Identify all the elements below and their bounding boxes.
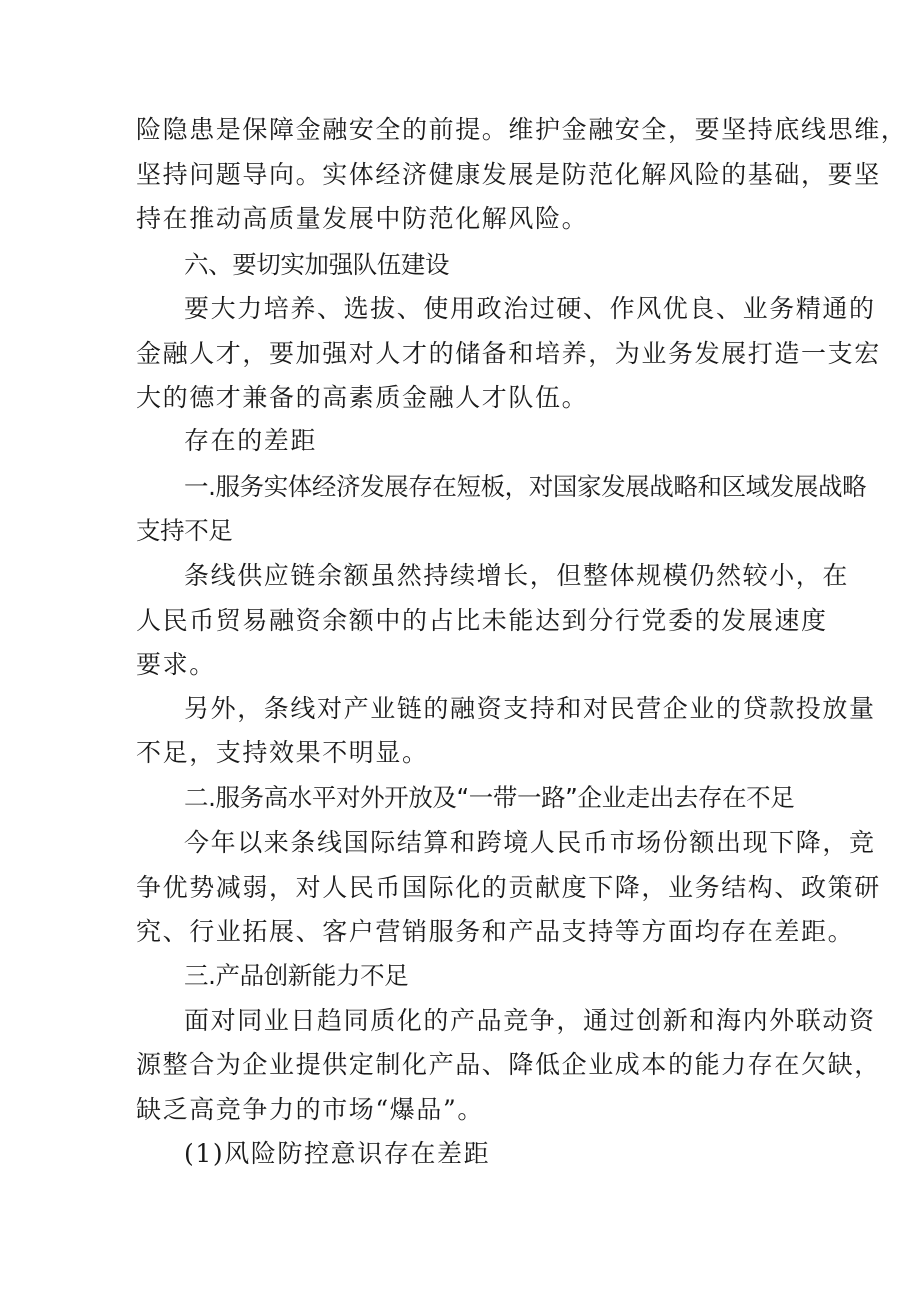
- paragraph-line: 究、行业拓展、客户营销服务和产品支持等方面均存在差距。: [136, 917, 855, 946]
- paragraph-line: 要求。: [136, 650, 216, 679]
- subtitle-gap: 存在的差距: [184, 426, 318, 455]
- paragraph-line: 险隐患是保障金融安全的前提。维护金融安全，要坚持底线思维，: [136, 115, 908, 144]
- paragraph-line: 不足，支持效果不明显。: [136, 738, 429, 767]
- paragraph-line: 缺乏高竞争力的市场“爆品”。: [136, 1095, 484, 1124]
- paragraph-line: 要大力培养、选拔、使用政治过硬、作风优良、业务精通的: [184, 294, 876, 323]
- paragraph-line: 源整合为企业提供定制化产品、降低企业成本的能力存在欠缺，: [136, 1050, 881, 1079]
- heading-two: 二.服务高水平对外开放及“一带一路”企业走出去存在不足: [184, 783, 795, 812]
- paragraph-line: 条线供应链余额虽然持续增长，但整体规模仍然较小，在: [184, 561, 850, 590]
- paragraph-line: 金融人才，要加强对人才的储备和培养，为业务发展打造一支宏: [136, 339, 881, 368]
- paragraph-line: 持在推动高质量发展中防范化解风险。: [136, 204, 589, 233]
- paragraph-line: 坚持问题导向。实体经济健康发展是防范化解风险的基础，要坚: [136, 160, 881, 189]
- section-heading-six: 六、要切实加强队伍建设: [184, 250, 450, 279]
- paragraph-line: 面对同业日趋同质化的产品竞争，通过创新和海内外联动资: [184, 1006, 876, 1035]
- heading-three: 三.产品创新能力不足: [184, 961, 409, 990]
- paragraph-line: 今年以来条线国际结算和跨境人民币市场份额出现下降，竞: [184, 828, 876, 857]
- heading-one-line: 支持不足: [136, 516, 233, 545]
- paragraph-line: 争优势减弱，对人民币国际化的贡献度下降，业务结构、政策研: [136, 873, 881, 902]
- paragraph-line: 人民币贸易融资余额中的占比未能达到分行党委的发展速度: [136, 606, 828, 635]
- paragraph-line: 大的德才兼备的高素质金融人才队伍。: [136, 383, 589, 412]
- subheading-risk-awareness: (1)风险防控意识存在差距: [184, 1139, 491, 1168]
- paragraph-line: 另外，条线对产业链的融资支持和对民营企业的贷款投放量: [184, 694, 876, 723]
- heading-one-line: 一.服务实体经济发展存在短板，对国家发展战略和区域发展战略: [184, 472, 867, 501]
